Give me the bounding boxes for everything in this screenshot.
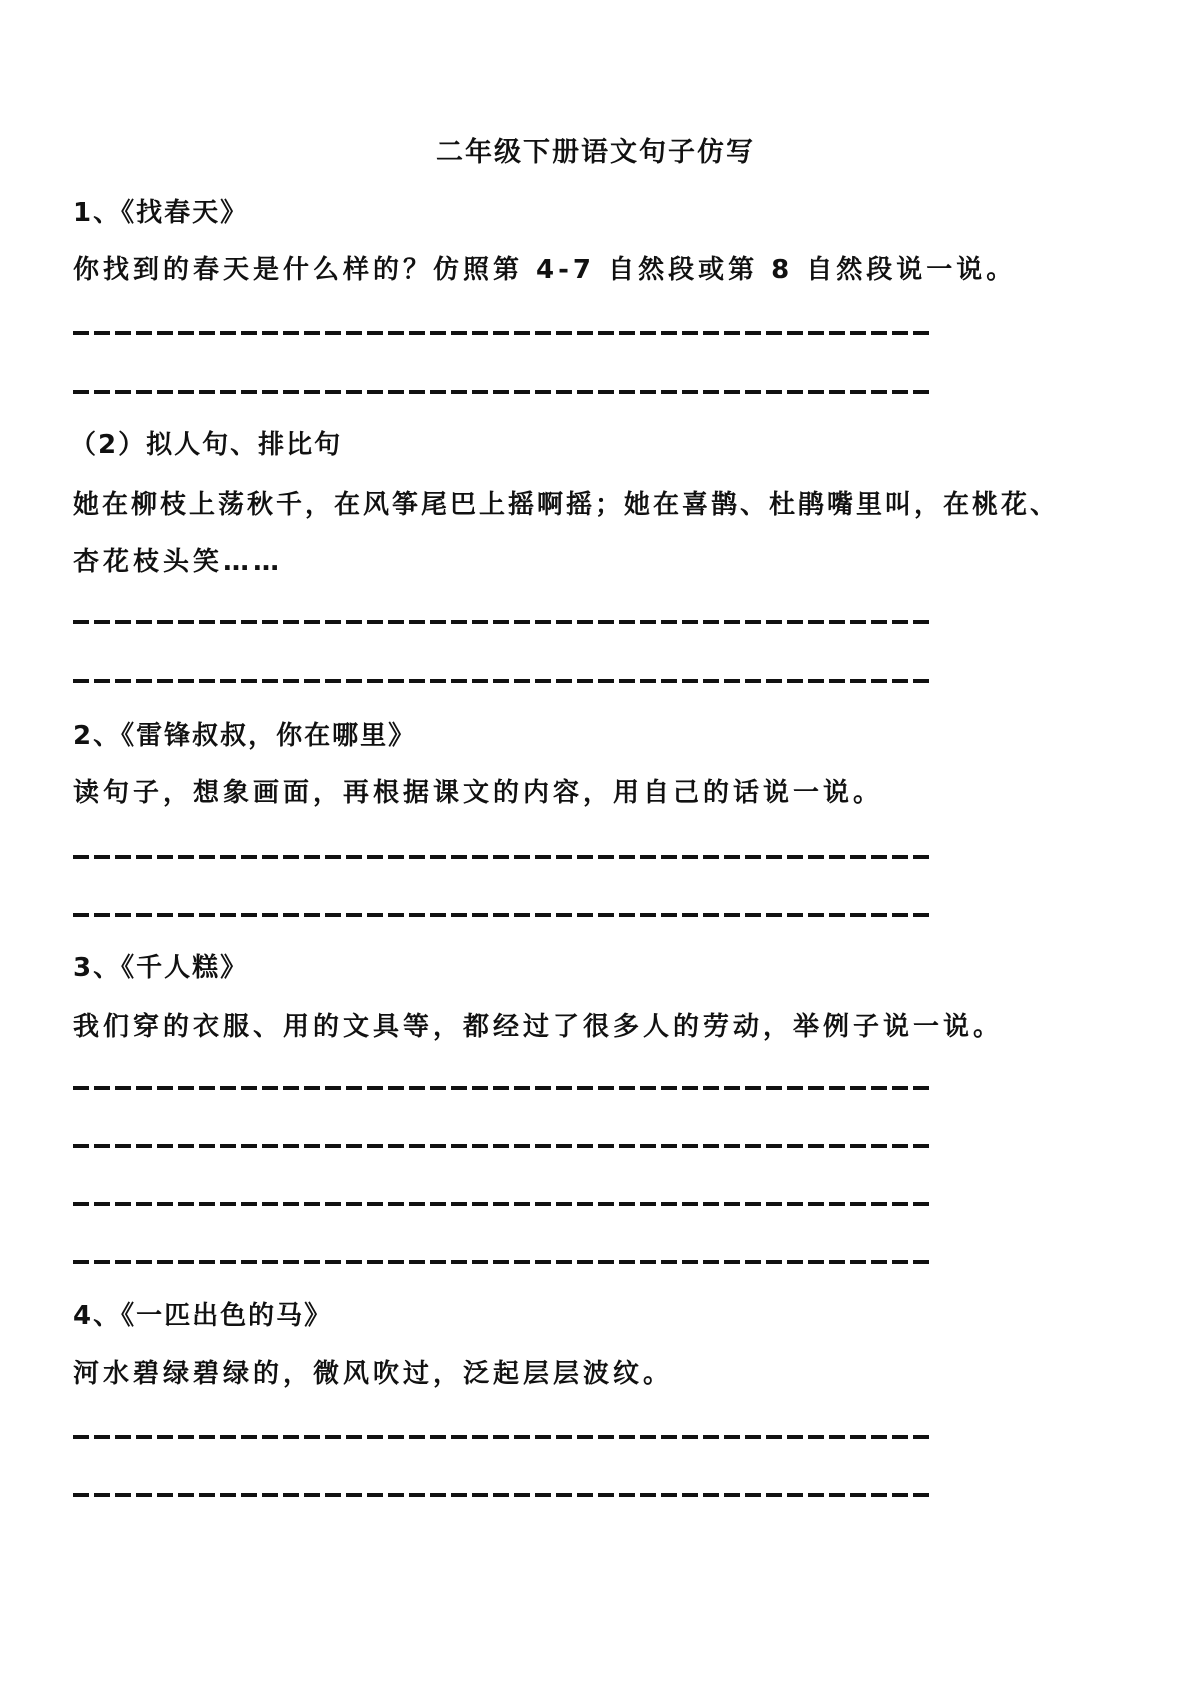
answer-line[interactable] <box>73 1493 931 1497</box>
answer-line[interactable] <box>73 1086 931 1090</box>
section-heading-2: （2）拟人句、排比句 <box>70 430 343 460</box>
answer-line[interactable] <box>73 1202 931 1206</box>
answer-line[interactable] <box>73 390 931 394</box>
section-heading-3: 2、《雷锋叔叔，你在哪里》 <box>73 721 417 751</box>
section-prompt-3: 读句子，想象画面，再根据课文的内容，用自己的话说一说。 <box>73 778 884 808</box>
section-prompt-2b: 杏花枝头笑…… <box>73 547 284 577</box>
answer-line[interactable] <box>73 855 931 859</box>
section-heading-5: 4、《一匹出色的马》 <box>73 1301 333 1331</box>
answer-line[interactable] <box>73 913 931 917</box>
section-prompt-1: 你找到的春天是什么样的？仿照第 4-7 自然段或第 8 自然段说一说。 <box>73 255 1017 285</box>
answer-line[interactable] <box>73 1260 931 1264</box>
answer-line[interactable] <box>73 1144 931 1148</box>
section-prompt-5: 河水碧绿碧绿的，微风吹过，泛起层层波纹。 <box>73 1359 674 1389</box>
page-title: 二年级下册语文句子仿写 <box>436 137 755 168</box>
answer-line[interactable] <box>73 679 931 683</box>
section-prompt-4: 我们穿的衣服、用的文具等，都经过了很多人的劳动，举例子说一说。 <box>73 1012 1004 1042</box>
answer-line[interactable] <box>73 620 931 624</box>
answer-line[interactable] <box>73 1435 931 1439</box>
section-heading-1: 1、《找春天》 <box>73 198 249 228</box>
section-heading-4: 3、《千人糕》 <box>73 953 249 983</box>
answer-line[interactable] <box>73 331 931 335</box>
section-prompt-2a: 她在柳枝上荡秋千，在风筝尾巴上摇啊摇；她在喜鹊、杜鹃嘴里叫，在桃花、 <box>73 490 1060 520</box>
